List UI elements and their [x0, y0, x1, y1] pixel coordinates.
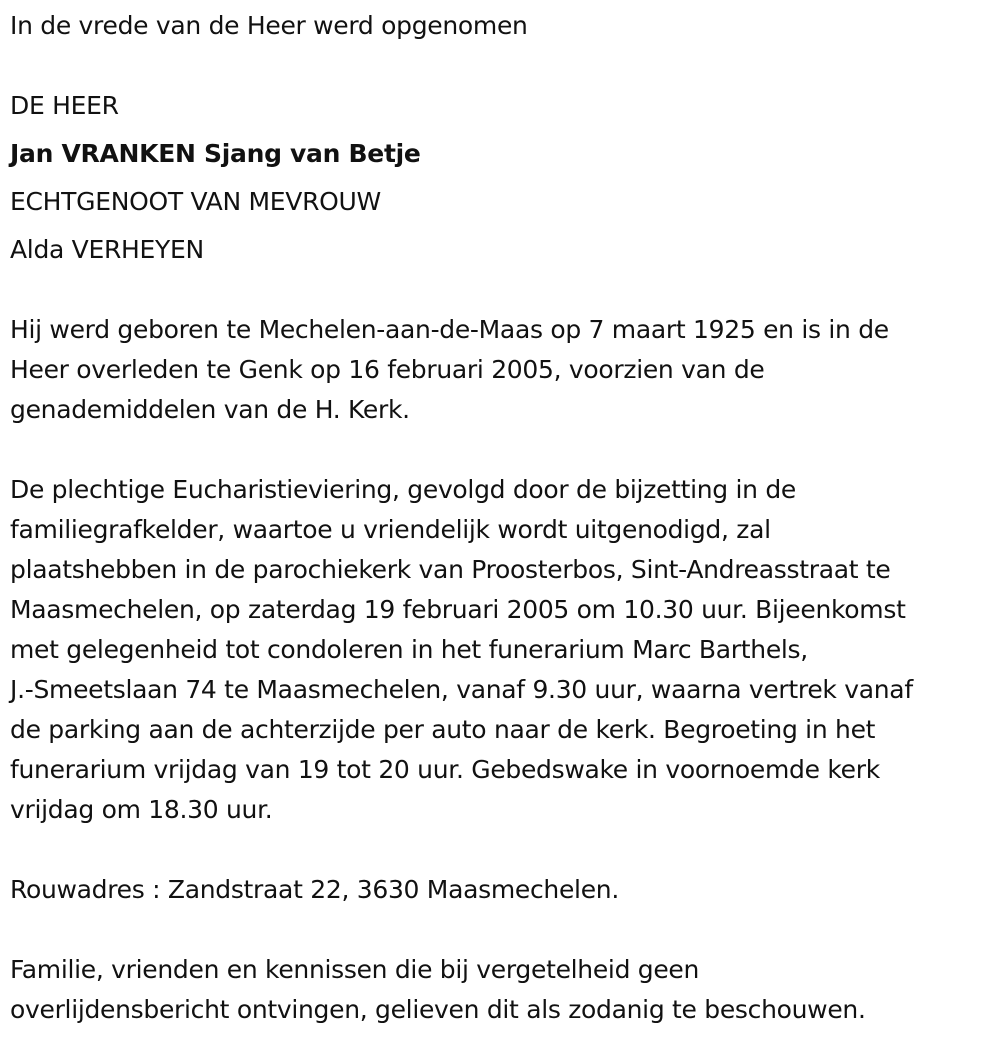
paragraph-line: Maasmechelen, op zaterdag 19 februari 2005 om 10.30 uur. Bijeenkomst: [10, 595, 906, 624]
spacer: [10, 830, 995, 870]
paragraph-line: vrijdag om 18.30 uur.: [10, 795, 273, 824]
paragraph-line: genademiddelen van de H. Kerk.: [10, 395, 410, 424]
paragraph-line: Familie, vrienden en kennissen die bij vergetelheid geen: [10, 955, 700, 984]
spouse-name: Alda VERHEYEN: [10, 235, 204, 264]
mourning-address: Rouwadres : Zandstraat 22, 3630 Maasmechelen.: [10, 875, 619, 904]
ceremony-paragraph: [10, 470, 995, 830]
closing-paragraph: [10, 950, 995, 1030]
paragraph-line: familiegrafkelder, waartoe u vriendelijk wordt uitgenodigd, zal: [10, 515, 771, 544]
spouse-label: ECHTGENOOT VAN MEVROUW: [10, 187, 381, 216]
spacer: [10, 174, 995, 182]
obituary-notice: [10, 6, 995, 1030]
paragraph-line: J.-Smeetslaan 74 te Maasmechelen, vanaf 9.30 uur, waarna vertrek vanaf: [10, 675, 913, 704]
paragraph-line: plaatshebben in de parochiekerk van Proosterbos, Sint-Andreasstraat te: [10, 555, 891, 584]
paragraph-line: Hij werd geboren te Mechelen-aan-de-Maas op 7 maart 1925 en is in de: [10, 315, 889, 344]
intro-text: In de vrede van de Heer werd opgenomen: [10, 11, 528, 40]
paragraph-line: De plechtige Eucharistieviering, gevolgd door de bijzetting in de: [10, 475, 797, 504]
deceased-name: Jan VRANKEN Sjang van Betje: [10, 139, 421, 168]
paragraph-line: overlijdensbericht ontvingen, gelieven dit als zodanig te beschouwen.: [10, 995, 866, 1024]
spacer: [10, 430, 995, 470]
paragraph-line: funerarium vrijdag van 19 tot 20 uur. Gebedswake in voornoemde kerk: [10, 755, 880, 784]
paragraph-line: Heer overleden te Genk op 16 februari 2005, voorzien van de: [10, 355, 765, 384]
spacer: [10, 222, 995, 230]
spacer: [10, 126, 995, 134]
birth-death-paragraph: [10, 310, 995, 430]
salutation-text: DE HEER: [10, 91, 119, 120]
paragraph-line: met gelegenheid tot condoleren in het funerarium Marc Barthels,: [10, 635, 808, 664]
spacer: [10, 46, 995, 86]
spacer: [10, 270, 995, 310]
paragraph-line: de parking aan de achterzijde per auto naar de kerk. Begroeting in het: [10, 715, 876, 744]
spacer: [10, 910, 995, 950]
